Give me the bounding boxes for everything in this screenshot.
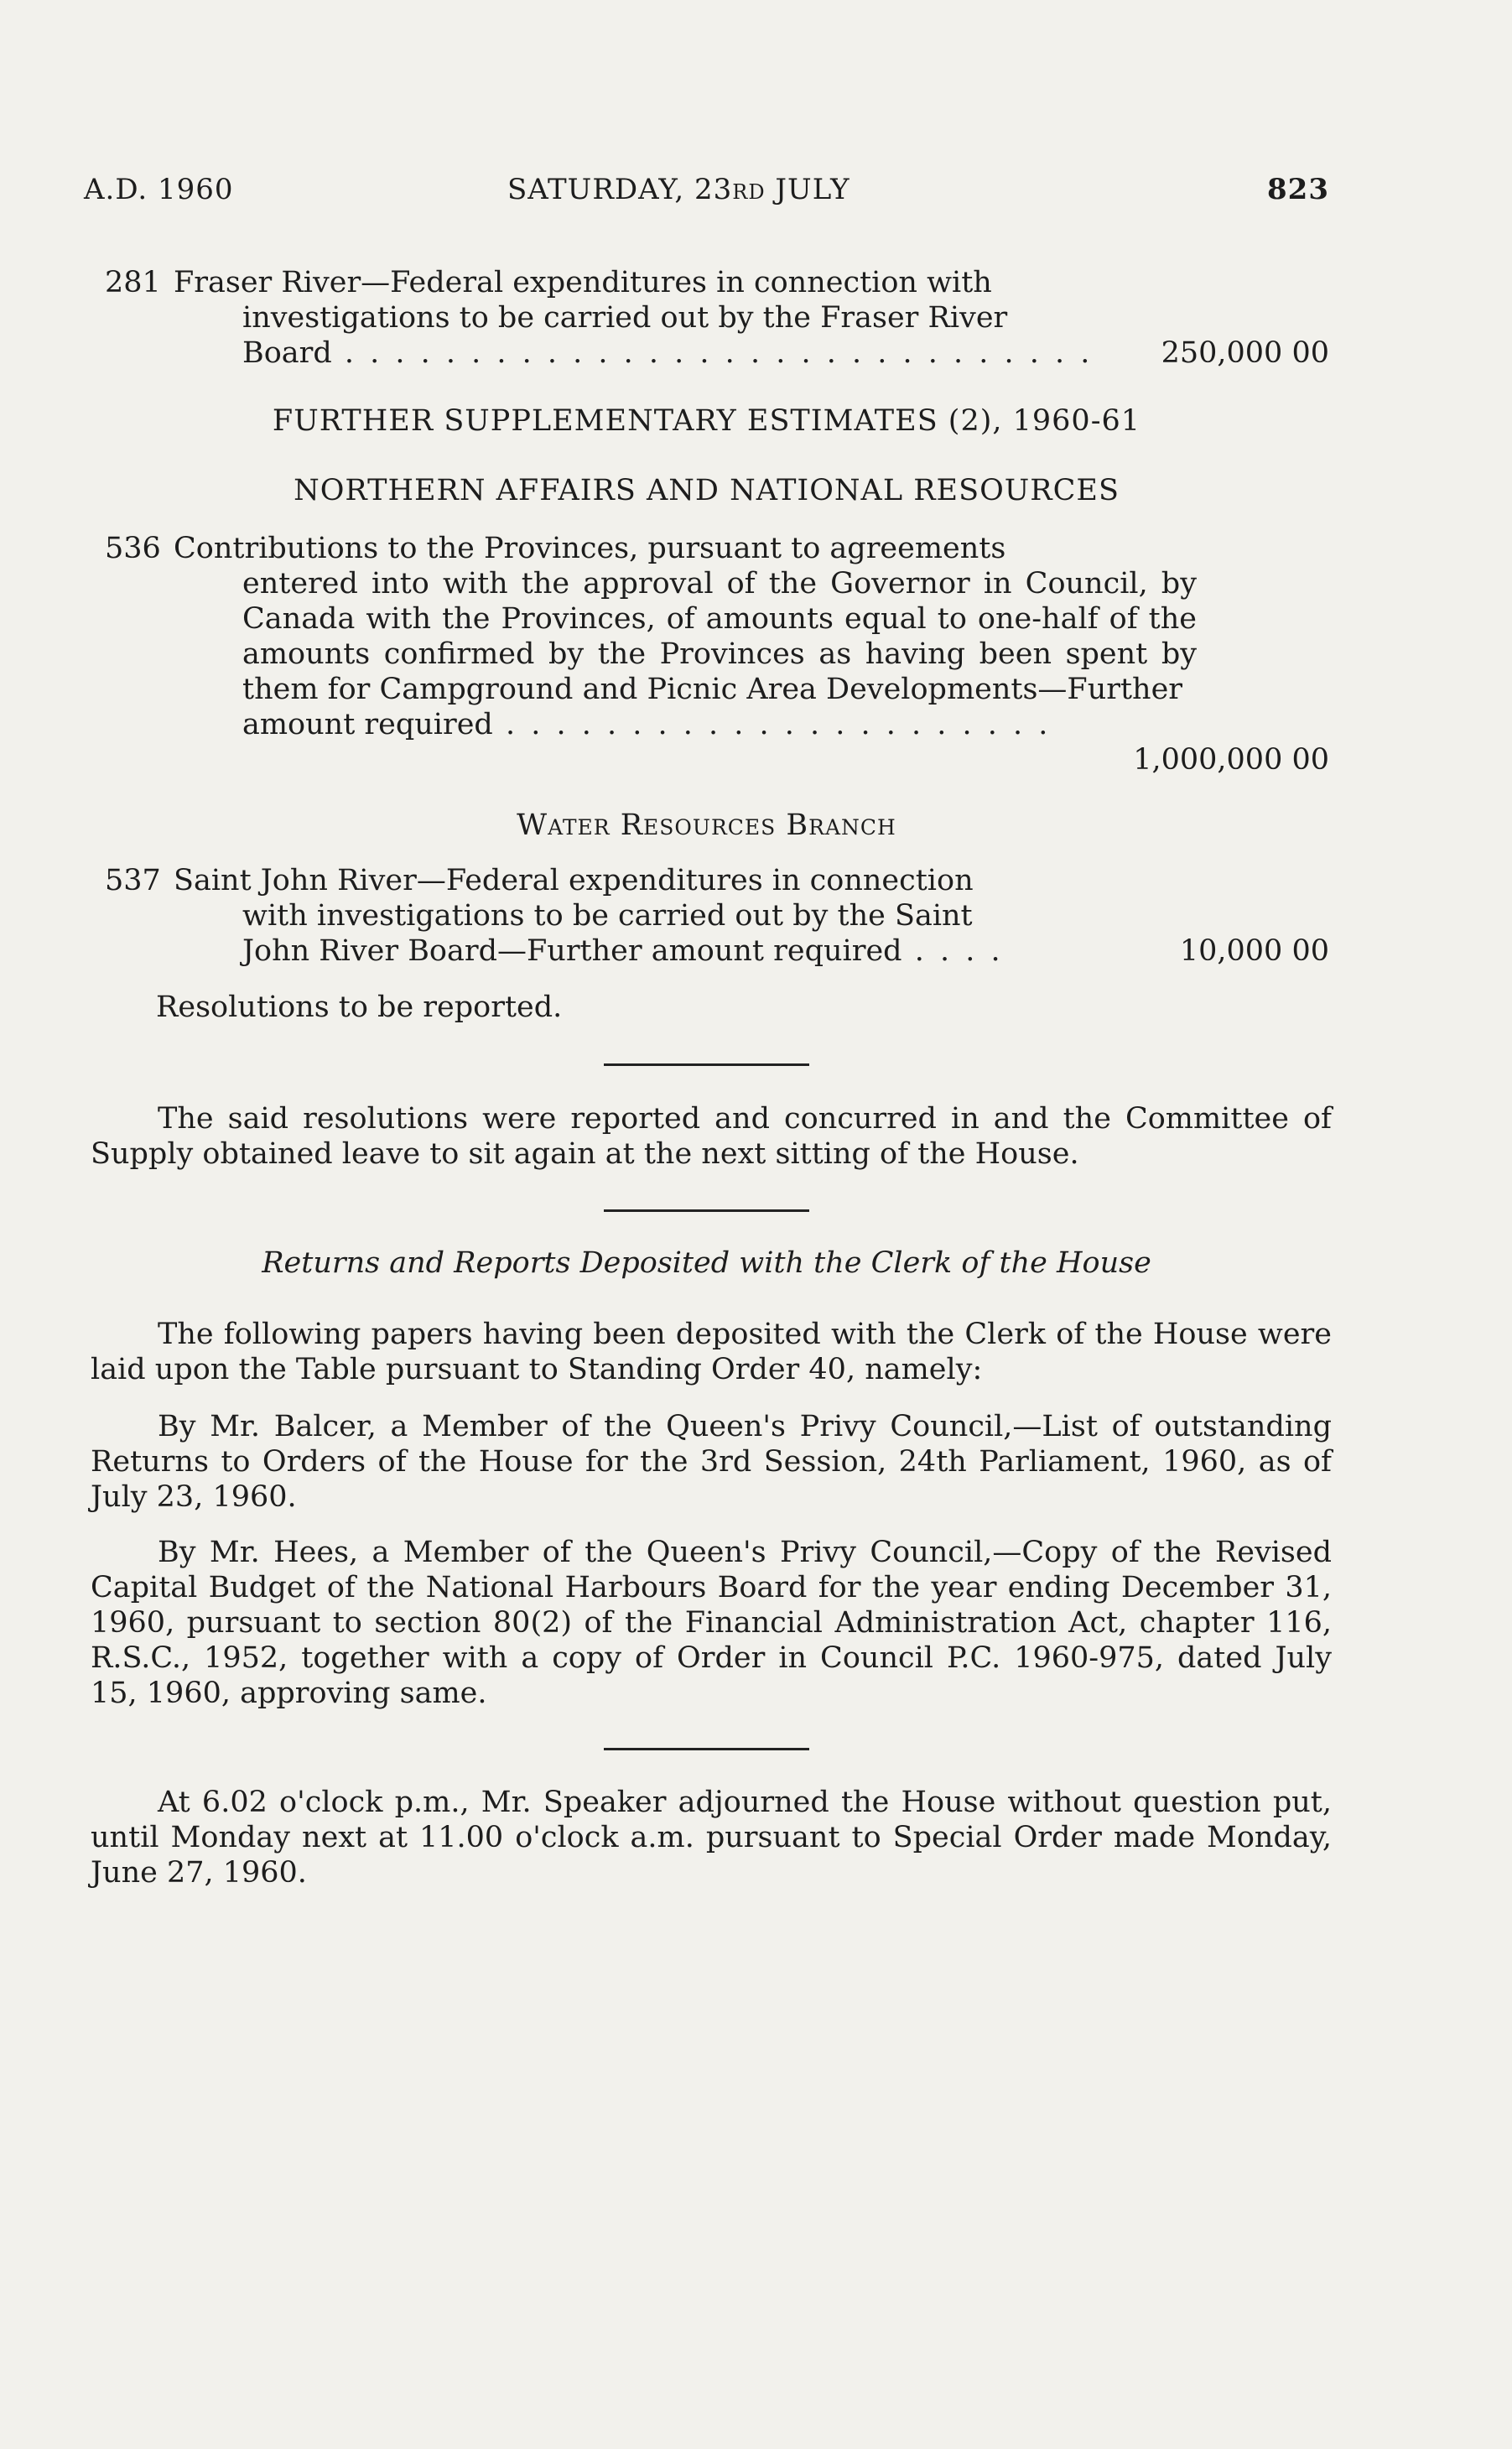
divider xyxy=(604,1063,809,1066)
header-date: SATURDAY, 23RD JULY xyxy=(507,173,850,206)
divider xyxy=(604,1748,809,1750)
heading-northern-affairs: NORTHERN AFFAIRS AND NATIONAL RESOURCES xyxy=(294,474,1120,507)
item-description-last: Board . . . . . . . . . . . . . . . . . . . . . . . . . . . . . . xyxy=(242,336,1094,370)
item-amount: 10,000 00 xyxy=(1179,934,1329,968)
item-amount: 1,000,000 00 xyxy=(1133,743,1329,777)
resolutions-line: Resolutions to be reported. xyxy=(156,991,563,1024)
divider xyxy=(604,1209,809,1212)
item-description: Saint John River—Federal expenditures in connection xyxy=(174,864,974,897)
item-description-last: amount required . . . . . . . . . . . . . . . . . . . . . . xyxy=(242,708,1052,741)
returns-paragraph: By Mr. Balcer, a Member of the Queen's Privy Council,—List of outstanding Returns to Orders of the House for the 3rd Session, 24th Parliament, 1960, as of July 23, 1960. xyxy=(91,1410,1332,1514)
returns-section-title: Returns and Reports Deposited with the Clerk of the House xyxy=(262,1246,1151,1280)
item-description-last: John River Board—Further amount required . . . . xyxy=(242,934,1004,968)
item-description-cont: investigations to be carried out by the Fraser River xyxy=(242,301,1008,335)
returns-paragraph: The following papers having been deposited with the Clerk of the House were laid upon the Table pursuant to Standing Order 40, namely: xyxy=(91,1318,1332,1386)
item-amount: 250,000 00 xyxy=(1161,336,1329,370)
item-number: 537 xyxy=(105,864,161,897)
heading-water-resources: Water Resources Branch xyxy=(517,809,896,842)
item-description-cont: with investigations to be carried out by the Saint xyxy=(242,899,973,933)
heading-further-estimates: FURTHER SUPPLEMENTARY ESTIMATES (2), 1960-61 xyxy=(272,404,1141,438)
page-header xyxy=(84,173,1329,215)
page-number: 823 xyxy=(1267,173,1329,206)
returns-paragraph: By Mr. Hees, a Member of the Queen's Privy Council,—Copy of the Revised Capital Budget of the National Harbours Board for the year ending December 31, 1960, pursuant to section 80(2) of the Financial Administration Act, chapter 116, R.S.C., 1952, together with a copy of Order in Council P.C. 1960-975, dated July 15, 1960, approving same. xyxy=(91,1536,1332,1710)
item-description: Contributions to the Provinces, pursuant to agreements xyxy=(174,532,1006,565)
concurred-paragraph: The said resolutions were reported and concurred in and the Committee of Supply obtained leave to sit again at the next sitting of the House. xyxy=(91,1102,1332,1171)
header-year: A.D. 1960 xyxy=(84,173,234,206)
adjournment-paragraph: At 6.02 o'clock p.m., Mr. Speaker adjourned the House without question put, until Monday next at 11.00 o'clock a.m. pursuant to Special Order made Monday, June 27, 1960. xyxy=(91,1786,1332,1890)
item-description-cont: entered into with the approval of the Governor in Council, by Canada with the Provinces, of amounts equal to one-half of the amounts confirmed by the Provinces as having been spent by them for Campground and Picnic Area Developments—Further xyxy=(242,567,1197,706)
item-number: 281 xyxy=(105,266,161,299)
item-number: 536 xyxy=(105,532,161,565)
item-description: Fraser River—Federal expenditures in connection with xyxy=(174,266,992,299)
